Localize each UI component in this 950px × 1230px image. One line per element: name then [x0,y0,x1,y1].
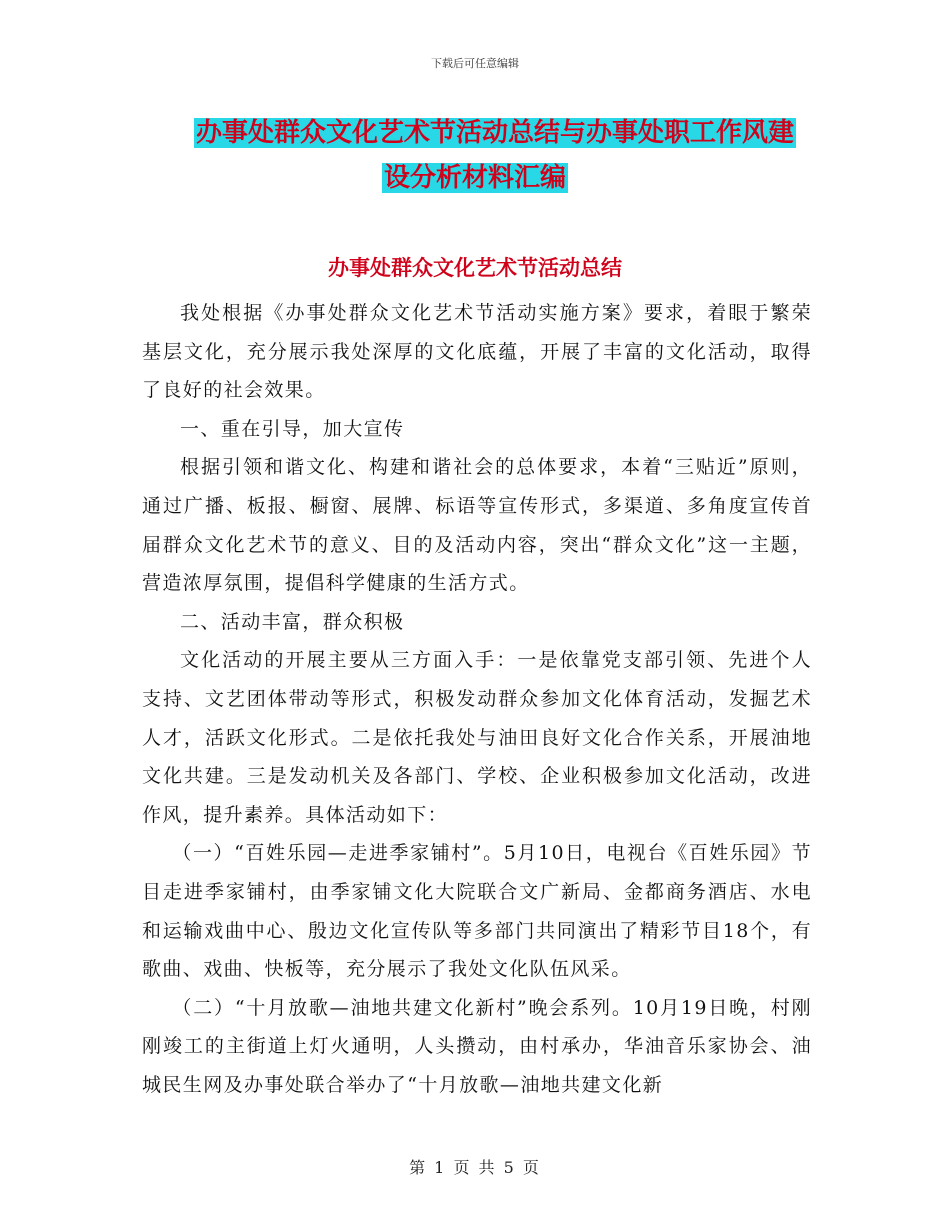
section-title: 办事处群众文化艺术节活动总结 [328,256,622,280]
paragraph-publicity: 根据引领和谐文化、构建和谐社会的总体要求，本着“三贴近”原则，通过广播、板报、橱窗、展牌、标语等宣传形式，多渠道、多角度宣传首届群众文化艺术节的意义、目的及活动内容，突出“群众文化”这一主题，营造浓厚氛围，提倡科学健康的生活方式。 [142,456,812,595]
heading-one: 一、重在引导，加大宣传 [180,417,405,440]
document-title-line-1 [20,112,950,149]
document-title-line-2 [0,157,950,194]
page-number: 第 1 页 共 5 页 [409,1158,541,1177]
document-title-line-1-text: 办事处群众文化艺术节活动总结与办事处职工作风建 [195,118,794,148]
body-text [142,294,812,1104]
heading-two: 二、活动丰富，群众积极 [180,610,405,633]
header-note: 下载后可任意编辑 [431,57,519,70]
paragraph-intro: 我处根据《办事处群众文化艺术节活动实施方案》要求，着眼于繁荣基层文化，充分展示我处深厚的文化底蕴，开展了丰富的文化活动，取得了良好的社会效果。 [142,302,812,402]
paragraph-item-two: （二）“十月放歌—油地共建文化新村”晚会系列。10月19日晚，村刚刚竣工的主街道上灯火通明，人头攒动，由村承办，华油音乐家协会、油城民生网及办事处联合举办了“十月放歌—油地共建文化新 [142,996,812,1096]
paragraph-item-one: （一）“百姓乐园—走进季家铺村”。5月10日，电视台《百姓乐园》节目走进季家铺村，由季家铺文化大院联合文广新局、金都商务酒店、水电和运输戏曲中心、殷边文化宣传队等多部门共同演出了精彩节目18个，有歌曲、戏曲、快板等，充分展示了我处文化队伍风采。 [142,842,812,981]
paragraph-activities: 文化活动的开展主要从三方面入手：一是依靠党支部引领、先进个人支持、文艺团体带动等形式，积极发动群众参加文化体育活动，发掘艺术人才，活跃文化形式。二是依托我处与油田良好文化合作关系，开展油地文化共建。三是发动机关及各部门、学校、企业积极参加文化活动，改进作风，提升素养。具体活动如下： [142,649,812,826]
document-title-line-2-text: 设分析材料汇编 [383,163,566,193]
